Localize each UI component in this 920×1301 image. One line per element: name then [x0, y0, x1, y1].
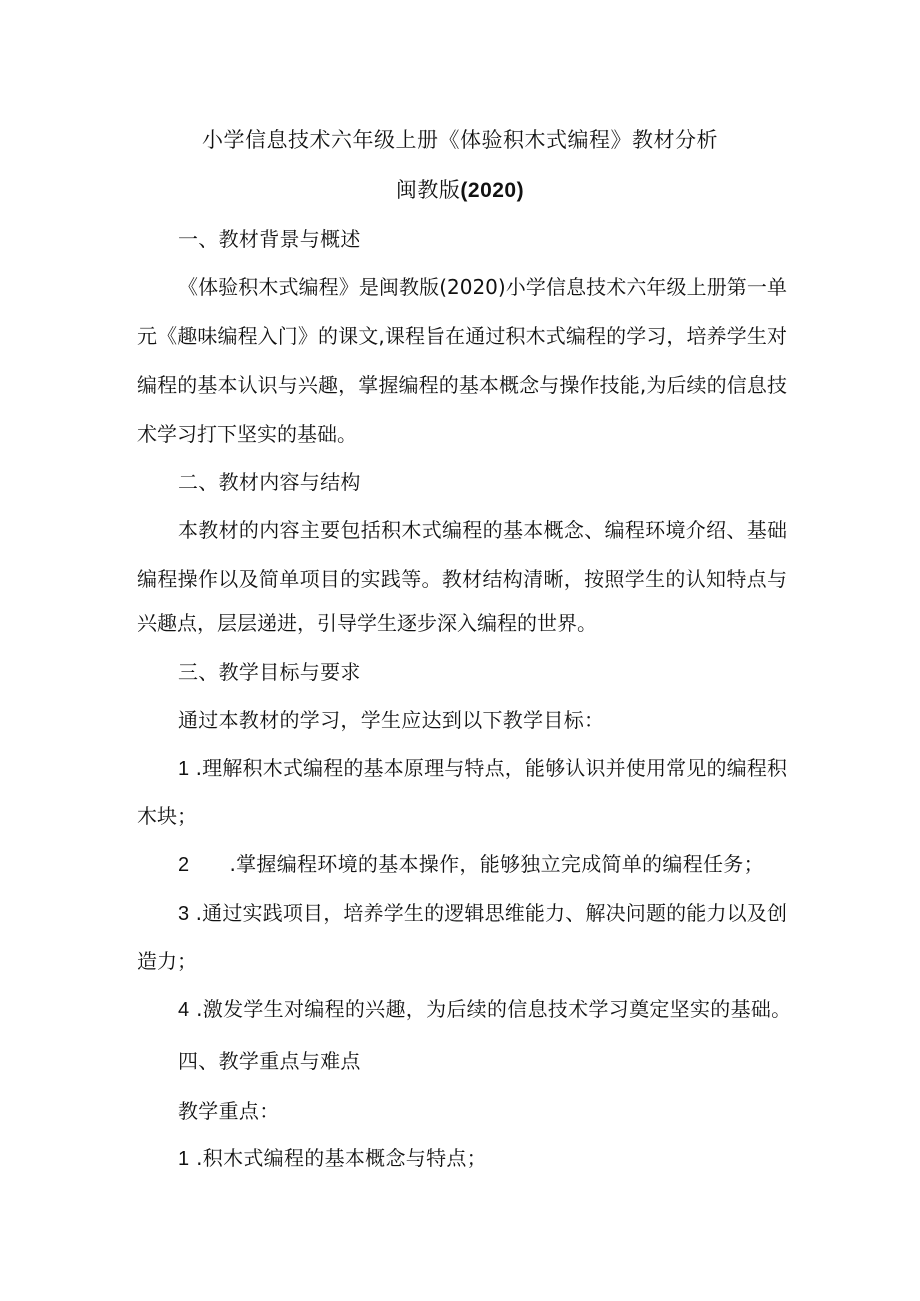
point-number: 1	[178, 1148, 190, 1170]
goal-item-1-continued: 木块；	[137, 804, 197, 828]
document-subtitle	[0, 174, 920, 204]
goal-number: 4	[178, 999, 190, 1021]
paragraph-line: 兴趣点，层层递进，引导学生逐步深入编程的世界。	[137, 611, 597, 635]
goal-item-3	[178, 897, 787, 926]
goal-text: .掌握编程环境的基本操作，能够独立完成简单的编程任务；	[229, 852, 764, 876]
goal-text: .通过实践项目，培养学生的逻辑思维能力、解决问题的能力以及创	[195, 901, 787, 925]
subtitle-year: (2020)	[460, 179, 525, 202]
key-point-item-1	[178, 1142, 487, 1171]
point-text: .积木式编程的基本概念与特点；	[196, 1146, 487, 1170]
paragraph-line: 元《趣味编程入门》的课文,课程旨在通过积木式编程的学习，培养学生对	[137, 324, 787, 348]
goal-number: 3	[178, 903, 190, 925]
paragraph-line: 本教材的内容主要包括积木式编程的基本概念、编程环境介绍、基础	[178, 518, 787, 542]
goal-item-3-continued: 造力；	[137, 949, 197, 973]
paragraph-line: 编程操作以及简单项目的实践等。教材结构清晰，按照学生的认知特点与	[137, 567, 787, 591]
goal-item-4	[178, 993, 791, 1022]
goal-item-1	[178, 752, 787, 781]
document-title: 小学信息技术六年级上册《体验积木式编程》教材分析	[202, 128, 718, 152]
subtitle-prefix: 闽教版	[395, 178, 461, 202]
goal-number: 2	[178, 854, 190, 876]
section-heading-4: 四、教学重点与难点	[178, 1049, 361, 1073]
goals-intro: 通过本教材的学习，学生应达到以下教学目标：	[178, 708, 605, 732]
section-heading-3: 三、教学目标与要求	[178, 660, 361, 684]
goal-text: .激发学生对编程的兴趣，为后续的信息技术学习奠定坚实的基础。	[196, 997, 792, 1021]
goal-text: .理解积木式编程的基本原理与特点，能够认识并使用常见的编程积	[195, 756, 787, 780]
key-points-heading: 教学重点：	[178, 1099, 280, 1123]
goal-number: 1	[178, 758, 190, 780]
paragraph-line: 编程的基本认识与兴趣，掌握编程的基本概念与操作技能,为后续的信息技	[137, 373, 787, 397]
paragraph-line: 术学习打下坚实的基础。	[137, 422, 357, 446]
goal-item-2	[178, 848, 764, 877]
paragraph-line: 《体验积木式编程》是闽教版(2020)小学信息技术六年级上册第一单	[178, 275, 787, 299]
section-heading-1: 一、教材背景与概述	[178, 227, 361, 251]
section-heading-2: 二、教材内容与结构	[178, 470, 361, 494]
